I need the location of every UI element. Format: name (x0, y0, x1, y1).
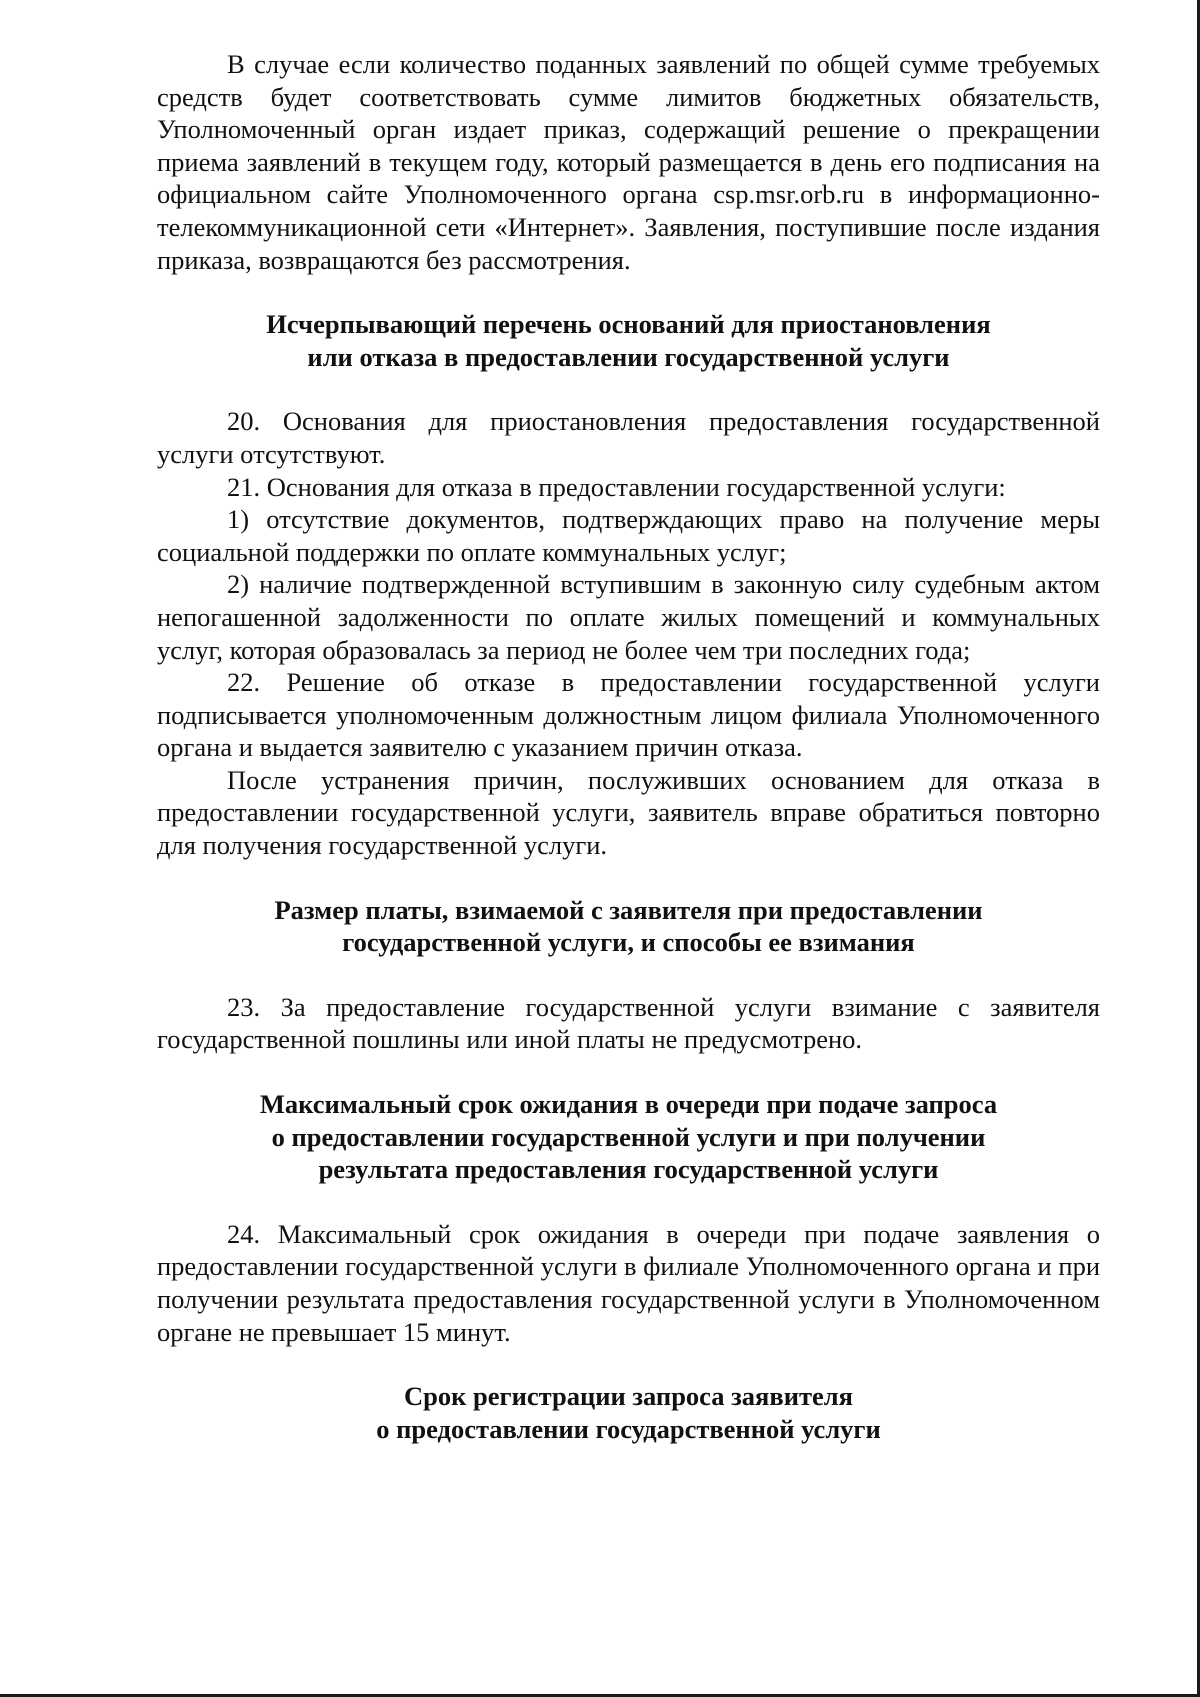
heading-line: о предоставлении государственной услуги и при получении (271, 1121, 986, 1152)
section-heading-grounds (157, 308, 1100, 373)
heading-line: Размер платы, взимаемой с заявителя при предоставлении (274, 894, 983, 925)
paragraph-21-item-1: 1) отсутствие документов, подтверждающих право на получение меры социальной поддержки по оплате коммунальных услуг; (157, 504, 1100, 567)
section-heading-fee (157, 894, 1100, 959)
heading-line: Максимальный срок ожидания в очереди при подаче запроса (259, 1089, 998, 1120)
heading-line: о предоставлении государственной услуги (376, 1413, 881, 1444)
heading-line: Срок регистрации запроса заявителя (404, 1381, 853, 1412)
paragraph-20: 20. Основания для приостановления предоставления государственной услуги отсутствуют. (157, 406, 1100, 469)
paragraph-22: 22. Решение об отказе в предоставлении государственной услуги подписывается уполномоченным должностным лицом филиала Уполномоченного органа и выдается заявителю с указанием причин отказа. (157, 667, 1100, 763)
heading-line: или отказа в предоставлении государственной услуги (307, 341, 950, 372)
paragraph-21: 21. Основания для отказа в предоставлении государственной услуги: (227, 471, 1006, 502)
section-heading-registration (157, 1380, 1100, 1445)
heading-line: результата предоставления государственной услуги (318, 1154, 939, 1185)
section-heading-queue-time (157, 1088, 1100, 1186)
paragraph-24: 24. Максимальный срок ожидания в очереди при подаче заявления о предоставлении государственной услуги в филиале Уполномоченного органа и при получении результата предоставления государственной услуги в Уполномоченном органе не превышает 15 минут. (157, 1218, 1100, 1347)
heading-line: Исчерпывающий перечень оснований для приостановления (266, 309, 991, 340)
paragraph-22-continuation: После устранения причин, послуживших основанием для отказа в предоставлении государственной услуги, заявитель вправе обратиться повторно для получения государственной услуги. (157, 764, 1100, 861)
document-body (157, 48, 1100, 1445)
paragraph-21-item-2: 2) наличие подтвержденной вступившим в законную силу судебным актом непогашенной задолженности по оплате жилых помещений и коммунальных услуг, которая образовалась за период не более чем три последних года; (157, 569, 1100, 665)
heading-line: государственной услуги, и способы ее взимания (342, 927, 915, 958)
paragraph-23: 23. За предоставление государственной услуги взимание с заявителя государственной пошлины или иной платы не предусмотрено. (157, 991, 1100, 1055)
intro-paragraph: В случае если количество поданных заявлений по общей сумме требуемых средств будет соответствовать сумме лимитов бюджетных обязательств, Уполномоченный орган издает приказ, содержащий решение о прекращении приема заявлений в текущем году, который размещается в день его подписания на официальном сайте Уполномоченного органа csp.msr.orb.ru в информационно-телекоммуникационной сети «Интернет». Заявления, поступившие после издания приказа, возвращаются без рассмотрения. (157, 49, 1100, 275)
